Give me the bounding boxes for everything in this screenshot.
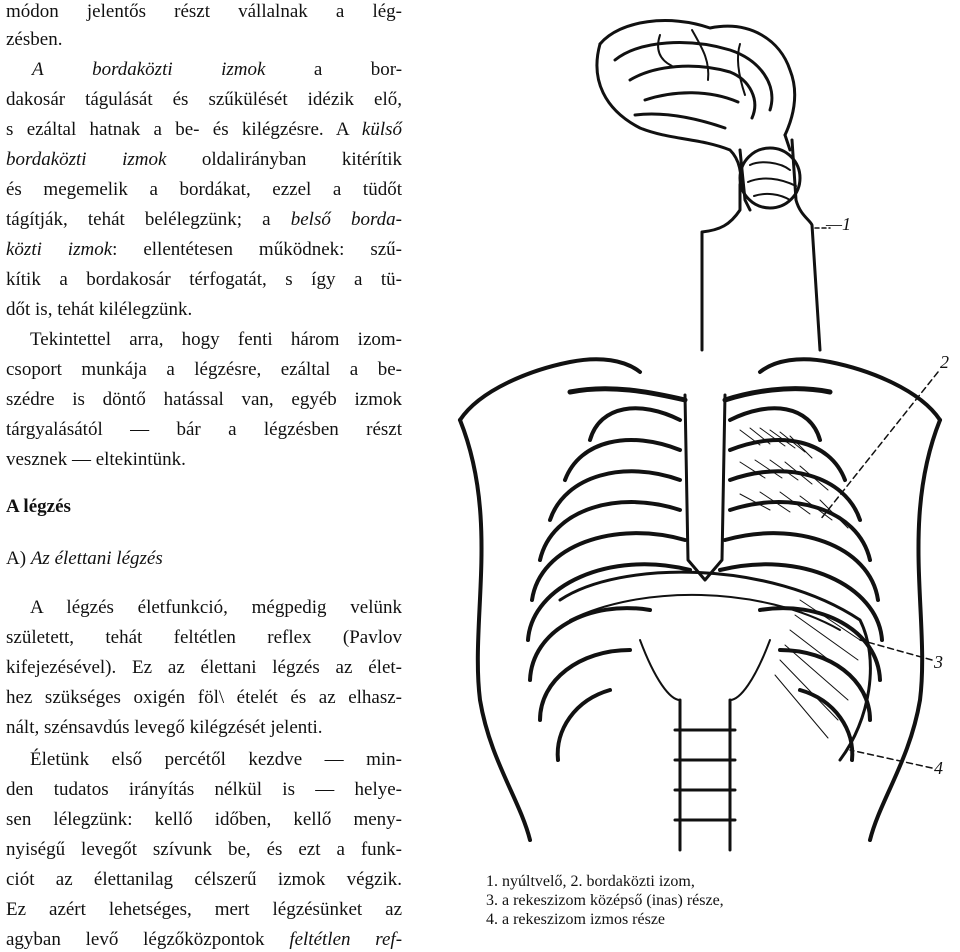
text-line <box>6 118 402 142</box>
brain-illustration <box>597 21 820 350</box>
caption-line: 3. a rekeszizom középső (inas) része, <box>486 892 724 909</box>
text-span: oldalirányban kitérítik <box>201 149 402 170</box>
text-span: s ezáltal hatnak a be- és kilégzésre. A <box>6 119 349 140</box>
text-line <box>6 238 402 262</box>
text-span: izmok <box>221 59 266 80</box>
figure-label-1: —1 <box>826 214 852 234</box>
text-line: dőt is, tehát kilélegzünk. <box>6 299 193 320</box>
subsection-heading <box>6 548 163 570</box>
caption-line: 4. a rekeszizom izmos része <box>486 911 666 928</box>
text-span: bordaközti <box>92 59 173 80</box>
text-line: hez szükséges oxigén föl\ ételét és az elhasz- <box>6 687 402 708</box>
figure-label-4: 4 <box>934 758 943 778</box>
text-span: bordaközti izmok <box>6 149 167 170</box>
text-line: született, tehát feltétlen reflex (Pavlov <box>6 627 402 648</box>
subsection-prefix: A) <box>6 548 27 569</box>
text-line: A légzés életfunkció, mégpedig velünk <box>30 597 402 618</box>
figure-label-2: 2 <box>940 352 949 372</box>
text-line: zésben. <box>6 29 63 50</box>
text-line: nált, szénsavdús levegő kilégzését jelenti. <box>6 717 323 738</box>
text-line: módon jelentős részt vállalnak a lég- <box>6 1 402 22</box>
text-line: kítik a bordakosár térfogatát, s így a tü- <box>6 269 402 290</box>
text-line <box>6 148 402 172</box>
text-span: belső borda- <box>290 209 402 230</box>
text-line: kifejezésével). Ez az élettani légzés az élet- <box>6 657 402 678</box>
text-line: sen lélegzünk: kellő időben, kellő meny- <box>6 809 402 830</box>
caption-line: 1. nyúltvelő, 2. bordaközti izom, <box>486 873 695 890</box>
text-span: közti izmok <box>6 239 113 260</box>
text-span: feltétlen ref- <box>289 929 403 950</box>
text-line: csoport munkája a légzésre, ezáltal a be- <box>6 359 402 380</box>
text-span: A <box>32 59 44 80</box>
text-line <box>6 58 402 82</box>
text-line <box>6 208 402 232</box>
text-line <box>6 928 402 952</box>
text-line: Életünk első percétől kezdve — min- <box>30 749 402 770</box>
figure-caption <box>486 872 816 929</box>
text-line: dakosár tágulását és szűkülését idézik elő, <box>6 89 402 110</box>
text-span: agyban levő légzőközpontok <box>6 929 265 950</box>
text-span: tágítják, tehát belélegzünk; a <box>6 209 271 230</box>
text-line: Tekintettel arra, hogy fenti három izom- <box>30 329 402 350</box>
section-heading: A légzés <box>6 496 71 517</box>
text-line: ciót az élettanilag célszerű izmok végzik. <box>6 869 402 890</box>
anatomy-figure <box>440 0 960 870</box>
text-line: den tudatos irányítás nélkül is — helye- <box>6 779 402 800</box>
text-line: tárgyalásától — bár a légzésben részt <box>6 419 402 440</box>
figure-label-3: 3 <box>934 652 943 672</box>
text-span: : ellentétesen működnek: szű- <box>112 239 402 260</box>
text-line: nyiségű levegőt szívunk be, és ezt a funk- <box>6 839 402 860</box>
text-line: szédre is döntő hatással van, egyéb izmok <box>6 389 402 410</box>
text-span: a bor- <box>313 59 403 80</box>
ribcage-illustration <box>460 359 940 850</box>
text-line: vesznek — eltekintünk. <box>6 449 186 470</box>
subsection-title: Az élettani légzés <box>30 548 163 569</box>
text-line: Ez azért lehetséges, mert légzésünket az <box>6 899 402 920</box>
text-span: külső <box>361 119 402 140</box>
text-line: és megemelik a bordákat, ezzel a tüdőt <box>6 179 402 200</box>
